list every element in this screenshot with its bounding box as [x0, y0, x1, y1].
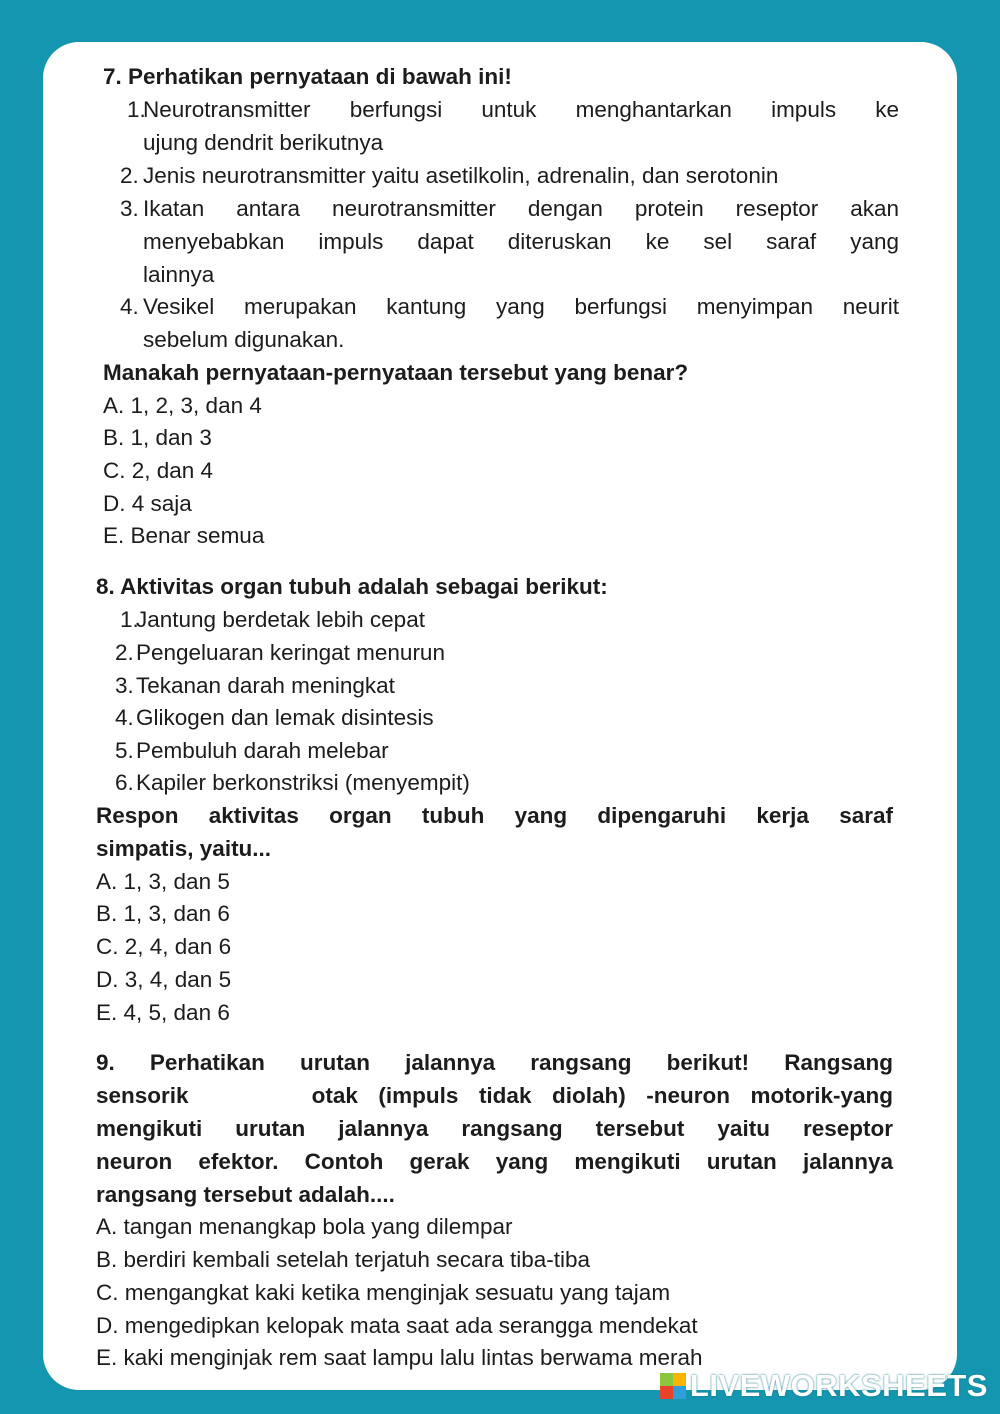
q8-item-1: Jantung berdetak lebih cepat [136, 607, 425, 632]
q7-option-d[interactable]: D. 4 saja [103, 491, 192, 516]
q8-question-line-2: simpatis, yaitu... [96, 836, 272, 861]
q7-option-e[interactable]: E. Benar semua [103, 523, 265, 548]
q8-item-2-number: 2. [115, 640, 134, 665]
q9-option-c[interactable]: C. mengangkat kaki ketika menginjak sesuatu yang tajam [96, 1280, 671, 1305]
q7-question: Manakah pernyataan-pernyataan tersebut yang benar? [103, 360, 689, 385]
q9-option-d[interactable]: D. mengedipkan kelopak mata saat ada serangga mendekat [96, 1313, 698, 1338]
liveworksheets-wordmark: LIVEWORKSHEETS [689, 1368, 988, 1403]
q7-item-4-line-2: sebelum digunakan. [143, 327, 345, 352]
q9-question-line-4: neuron efektor. Contoh gerak yang mengikuti urutan jalannya [96, 1149, 893, 1174]
q8-option-e[interactable]: E. 4, 5, dan 6 [96, 1000, 230, 1025]
q8-title: 8. Aktivitas organ tubuh adalah sebagai berikut: [96, 574, 608, 599]
q9-question-line-3: mengikuti urutan jalannya rangsang tersebut yaitu reseptor [96, 1116, 893, 1141]
q7-option-b[interactable]: B. 1, dan 3 [103, 425, 212, 450]
q7-item-2-number: 2. [120, 163, 139, 188]
q8-item-3-number: 3. [115, 673, 134, 698]
q7-item-1-line-2: ujung dendrit berikutnya [143, 130, 384, 155]
q7-option-c[interactable]: C. 2, dan 4 [103, 458, 214, 483]
q8-item-5-number: 5. [115, 738, 134, 763]
q8-option-c[interactable]: C. 2, 4, dan 6 [96, 934, 232, 959]
q9-question-line-2: sensorik otak (impuls tidak diolah) -neuron motorik-yang [96, 1083, 893, 1108]
q8-item-6-number: 6. [115, 770, 134, 795]
liveworksheets-brand [660, 1366, 988, 1406]
q7-item-3-number: 3. [120, 196, 139, 221]
q8-item-3: Tekanan darah meningkat [136, 673, 395, 698]
logo-square-1 [660, 1373, 673, 1386]
q7-item-1-line-1: Neurotransmitter berfungsi untuk menghantarkan impuls ke [143, 97, 899, 122]
q8-option-b[interactable]: B. 1, 3, dan 6 [96, 901, 230, 926]
q8-item-4-number: 4. [115, 705, 134, 730]
q7-item-4-line-1: Vesikel merupakan kantung yang berfungsi menyimpan neurit [143, 294, 899, 319]
logo-square-4 [673, 1386, 686, 1399]
q8-item-1-number: 1. [120, 607, 139, 632]
q7-item-3-line-3: lainnya [143, 262, 215, 287]
q9-option-e[interactable]: E. kaki menginjak rem saat lampu lalu lintas berwama merah [96, 1345, 703, 1370]
q8-item-5: Pembuluh darah melebar [136, 738, 389, 763]
logo-square-2 [673, 1373, 686, 1386]
q9-question-line-5: rangsang tersebut adalah.... [96, 1182, 395, 1207]
q7-item-3-line-2: menyebabkan impuls dapat diteruskan ke sel saraf yang [143, 229, 899, 254]
q7-item-4-number: 4. [120, 294, 139, 319]
q9-option-b[interactable]: B. berdiri kembali setelah terjatuh secara tiba-tiba [96, 1247, 591, 1272]
liveworksheets-logo-icon [660, 1373, 686, 1399]
q8-item-2: Pengeluaran keringat menurun [136, 640, 445, 665]
q8-option-d[interactable]: D. 3, 4, dan 5 [96, 967, 232, 992]
q8-item-6: Kapiler berkonstriksi (menyempit) [136, 770, 470, 795]
q9-option-a[interactable]: A. tangan menangkap bola yang dilempar [96, 1214, 513, 1239]
logo-square-3 [660, 1386, 673, 1399]
q7-item-3-line-1: Ikatan antara neurotransmitter dengan protein reseptor akan [143, 196, 899, 221]
q8-item-4: Glikogen dan lemak disintesis [136, 705, 434, 730]
q7-title: 7. Perhatikan pernyataan di bawah ini! [103, 64, 512, 89]
q7-item-1-number: 1. [127, 97, 146, 122]
q8-question-line-1: Respon aktivitas organ tubuh yang dipengaruhi kerja saraf [96, 803, 893, 828]
q8-option-a[interactable]: A. 1, 3, dan 5 [96, 869, 230, 894]
q7-option-a[interactable]: A. 1, 2, 3, dan 4 [103, 393, 262, 418]
q7-item-2-line-1: Jenis neurotransmitter yaitu asetilkolin, adrenalin, dan serotonin [143, 163, 779, 188]
q9-question-line-1: 9. Perhatikan urutan jalannya rangsang berikut! Rangsang [96, 1050, 893, 1075]
